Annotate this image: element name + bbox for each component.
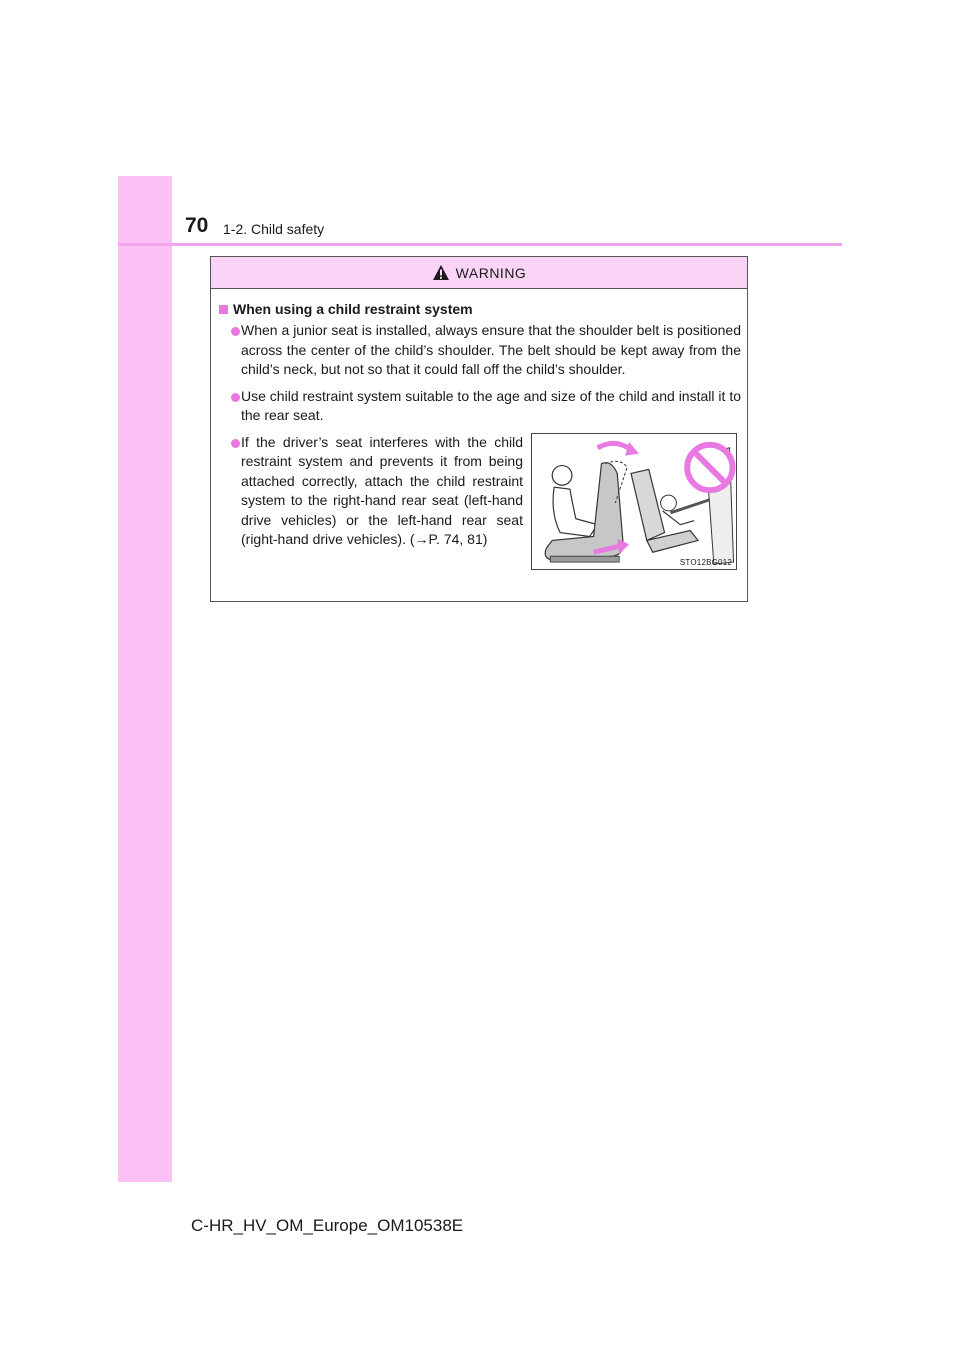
warning-item [219, 321, 741, 380]
round-bullet-icon [231, 393, 240, 402]
seat-illustration-drawing [532, 434, 736, 569]
warning-item-text: When a junior seat is installed, always ensure that the shoulder belt is positioned across the center of the child’s shoulder. The belt should be kept away from the child’s neck, but not so that it could fall off the child’s shoulder. [241, 322, 741, 377]
warning-subhead [219, 301, 741, 317]
warning-header [211, 257, 747, 289]
warning-triangle-icon [432, 264, 450, 281]
warning-title: WARNING [455, 264, 527, 281]
warning-box [210, 256, 748, 602]
footer-doc-id: C-HR_HV_OM_Europe_OM10538E [191, 1216, 464, 1235]
round-bullet-icon [231, 327, 240, 336]
warning-item [219, 387, 741, 426]
side-band [118, 176, 172, 1182]
round-bullet-icon [231, 439, 240, 448]
warning-item-text: If the driver’s seat interferes with the child restraint system and prevents it from being attached correctly, attach the child restraint system to the right-hand rear seat (left-hand drive vehicles) or the left-hand rear seat (right-hand drive vehicles). (→P. 74, 81) [241, 433, 523, 547]
header-rule [118, 243, 842, 246]
seat-interference-illustration [531, 433, 737, 570]
warning-body [211, 289, 747, 570]
subhead-text: When using a child restraint system [233, 301, 473, 317]
warning-item [219, 433, 523, 563]
page-number: 70 [185, 214, 209, 237]
square-bullet-icon [219, 305, 228, 314]
section-title: 1-2. Child safety [223, 221, 325, 237]
warning-item-text: Use child restraint system suitable to the age and size of the child and install it to the rear seat. [241, 387, 741, 423]
illustration-code: STO12BG012 [679, 557, 732, 567]
warning-item-with-illustration [219, 433, 741, 570]
